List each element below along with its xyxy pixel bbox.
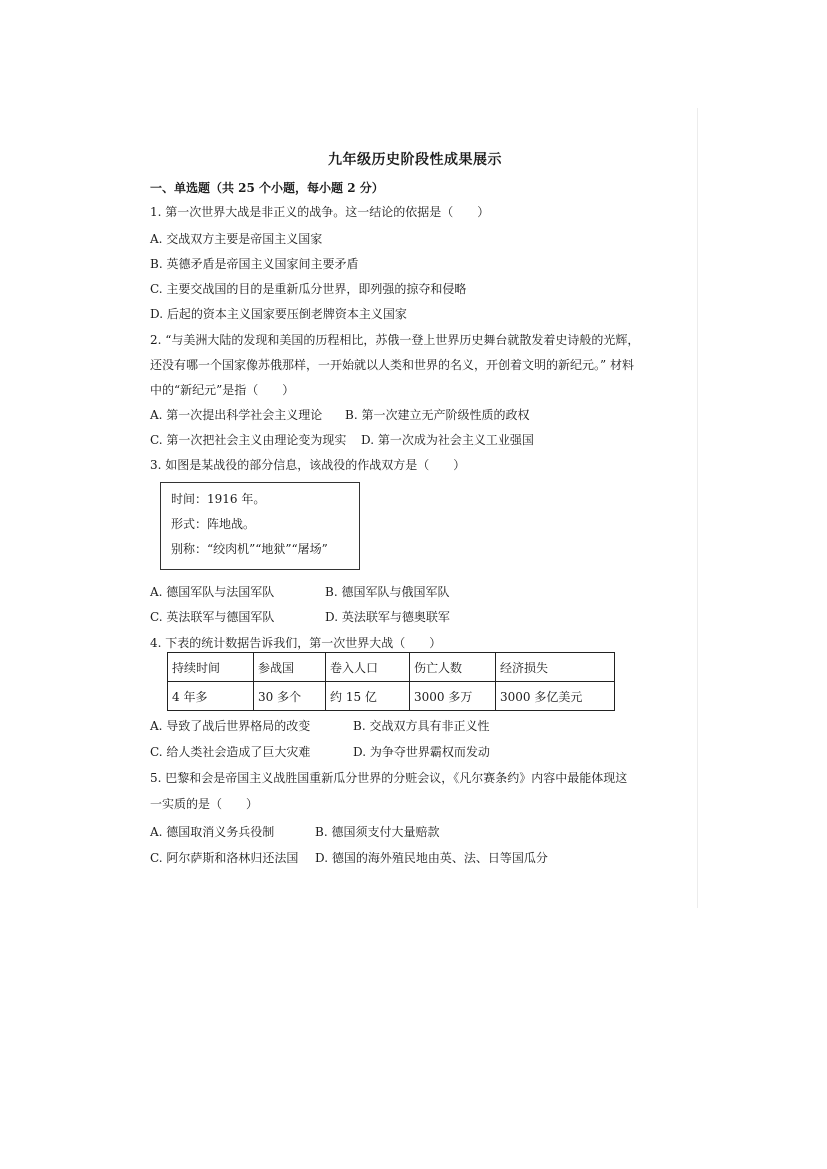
question-1-option-a: A. 交战双方主要是帝国主义国家 — [150, 232, 323, 246]
question-5-stem-line-2: 一实质的是（ ） — [150, 797, 259, 811]
question-2-option-a: A. 第一次提出科学社会主义理论 — [150, 408, 323, 422]
page-title: 九年级历史阶段性成果展示 — [328, 152, 502, 168]
battle-info-form: 形式：阵地战。 — [171, 517, 256, 531]
battle-info-alias: 别称：“绞肉机”“地狱”“屠场” — [171, 542, 328, 556]
page-edge-shadow — [697, 108, 698, 908]
exam-sheet — [150, 150, 680, 865]
question-1-option-b: B. 英德矛盾是帝国主义国家间主要矛盾 — [150, 257, 359, 271]
table-row — [168, 682, 615, 711]
table-cell: 约 15 亿 — [326, 682, 410, 711]
section-header: 一、单选题（共 25 个小题，每小题 2 分） — [150, 181, 384, 195]
question-5-stem-line-1: 5. 巴黎和会是帝国主义战胜国重新瓜分世界的分赃会议，《凡尔赛条约》内容中最能体现这 — [150, 771, 628, 785]
question-5-option-b: B. 德国须支付大量赔款 — [315, 825, 440, 839]
question-1-stem: 1. 第一次世界大战是非正义的战争。这一结论的依据是（ ） — [150, 205, 490, 219]
question-2-stem-line-1: 2. “与美洲大陆的发现和美国的历程相比，苏俄一登上世界历史舞台就散发着史诗般的光辉， — [150, 333, 640, 347]
table-header-cell: 参战国 — [254, 653, 326, 682]
question-4-option-c: C. 给人类社会造成了巨大灾难 — [150, 745, 311, 759]
table-header-row — [168, 653, 615, 682]
table-header-cell: 卷入人口 — [326, 653, 410, 682]
table-header-cell: 伤亡人数 — [410, 653, 496, 682]
question-5-option-c: C. 阿尔萨斯和洛林归还法国 — [150, 851, 299, 865]
question-1-option-c: C. 主要交战国的目的是重新瓜分世界，即列强的掠夺和侵略 — [150, 282, 467, 296]
table-cell: 3000 多万 — [410, 682, 496, 711]
question-2-option-c: C. 第一次把社会主义由理论变为现实 — [150, 433, 347, 447]
question-3-option-c: C. 英法联军与德国军队 — [150, 610, 275, 624]
question-3-option-b: B. 德国军队与俄国军队 — [325, 585, 450, 599]
question-5-option-d: D. 德国的海外殖民地由英、法、日等国瓜分 — [315, 851, 548, 865]
question-4-stem: 4. 下表的统计数据告诉我们，第一次世界大战（ ） — [150, 636, 442, 650]
question-2-stem-line-3: 中的“新纪元”是指（ ） — [150, 383, 295, 397]
question-1-option-d: D. 后起的资本主义国家要压倒老牌资本主义国家 — [150, 307, 407, 321]
table-header-cell: 经济损失 — [496, 653, 615, 682]
question-3-option-d: D. 英法联军与德奥联军 — [325, 610, 450, 624]
question-2-option-d: D. 第一次成为社会主义工业强国 — [361, 433, 534, 447]
question-5-option-a: A. 德国取消义务兵役制 — [150, 825, 275, 839]
question-4-option-d: D. 为争夺世界霸权而发动 — [353, 745, 490, 759]
question-2-stem-line-2: 还没有哪一个国家像苏俄那样，一开始就以人类和世界的名义，开创着文明的新纪元。” 材料 — [150, 358, 634, 372]
battle-info-time: 时间：1916 年。 — [171, 492, 266, 506]
question-3-option-a: A. 德国军队与法国军队 — [150, 585, 275, 599]
table-cell: 30 多个 — [254, 682, 326, 711]
table-cell: 4 年多 — [168, 682, 254, 711]
question-4-option-a: A. 导致了战后世界格局的改变 — [150, 719, 311, 733]
battle-info-box — [160, 482, 360, 570]
table-cell: 3000 多亿美元 — [496, 682, 615, 711]
question-4-option-b: B. 交战双方具有非正义性 — [353, 719, 490, 733]
ww1-statistics-table — [167, 652, 615, 711]
question-3-stem: 3. 如图是某战役的部分信息，该战役的作战双方是（ ） — [150, 458, 466, 472]
question-2-option-b: B. 第一次建立无产阶级性质的政权 — [345, 408, 530, 422]
table-header-cell: 持续时间 — [168, 653, 254, 682]
